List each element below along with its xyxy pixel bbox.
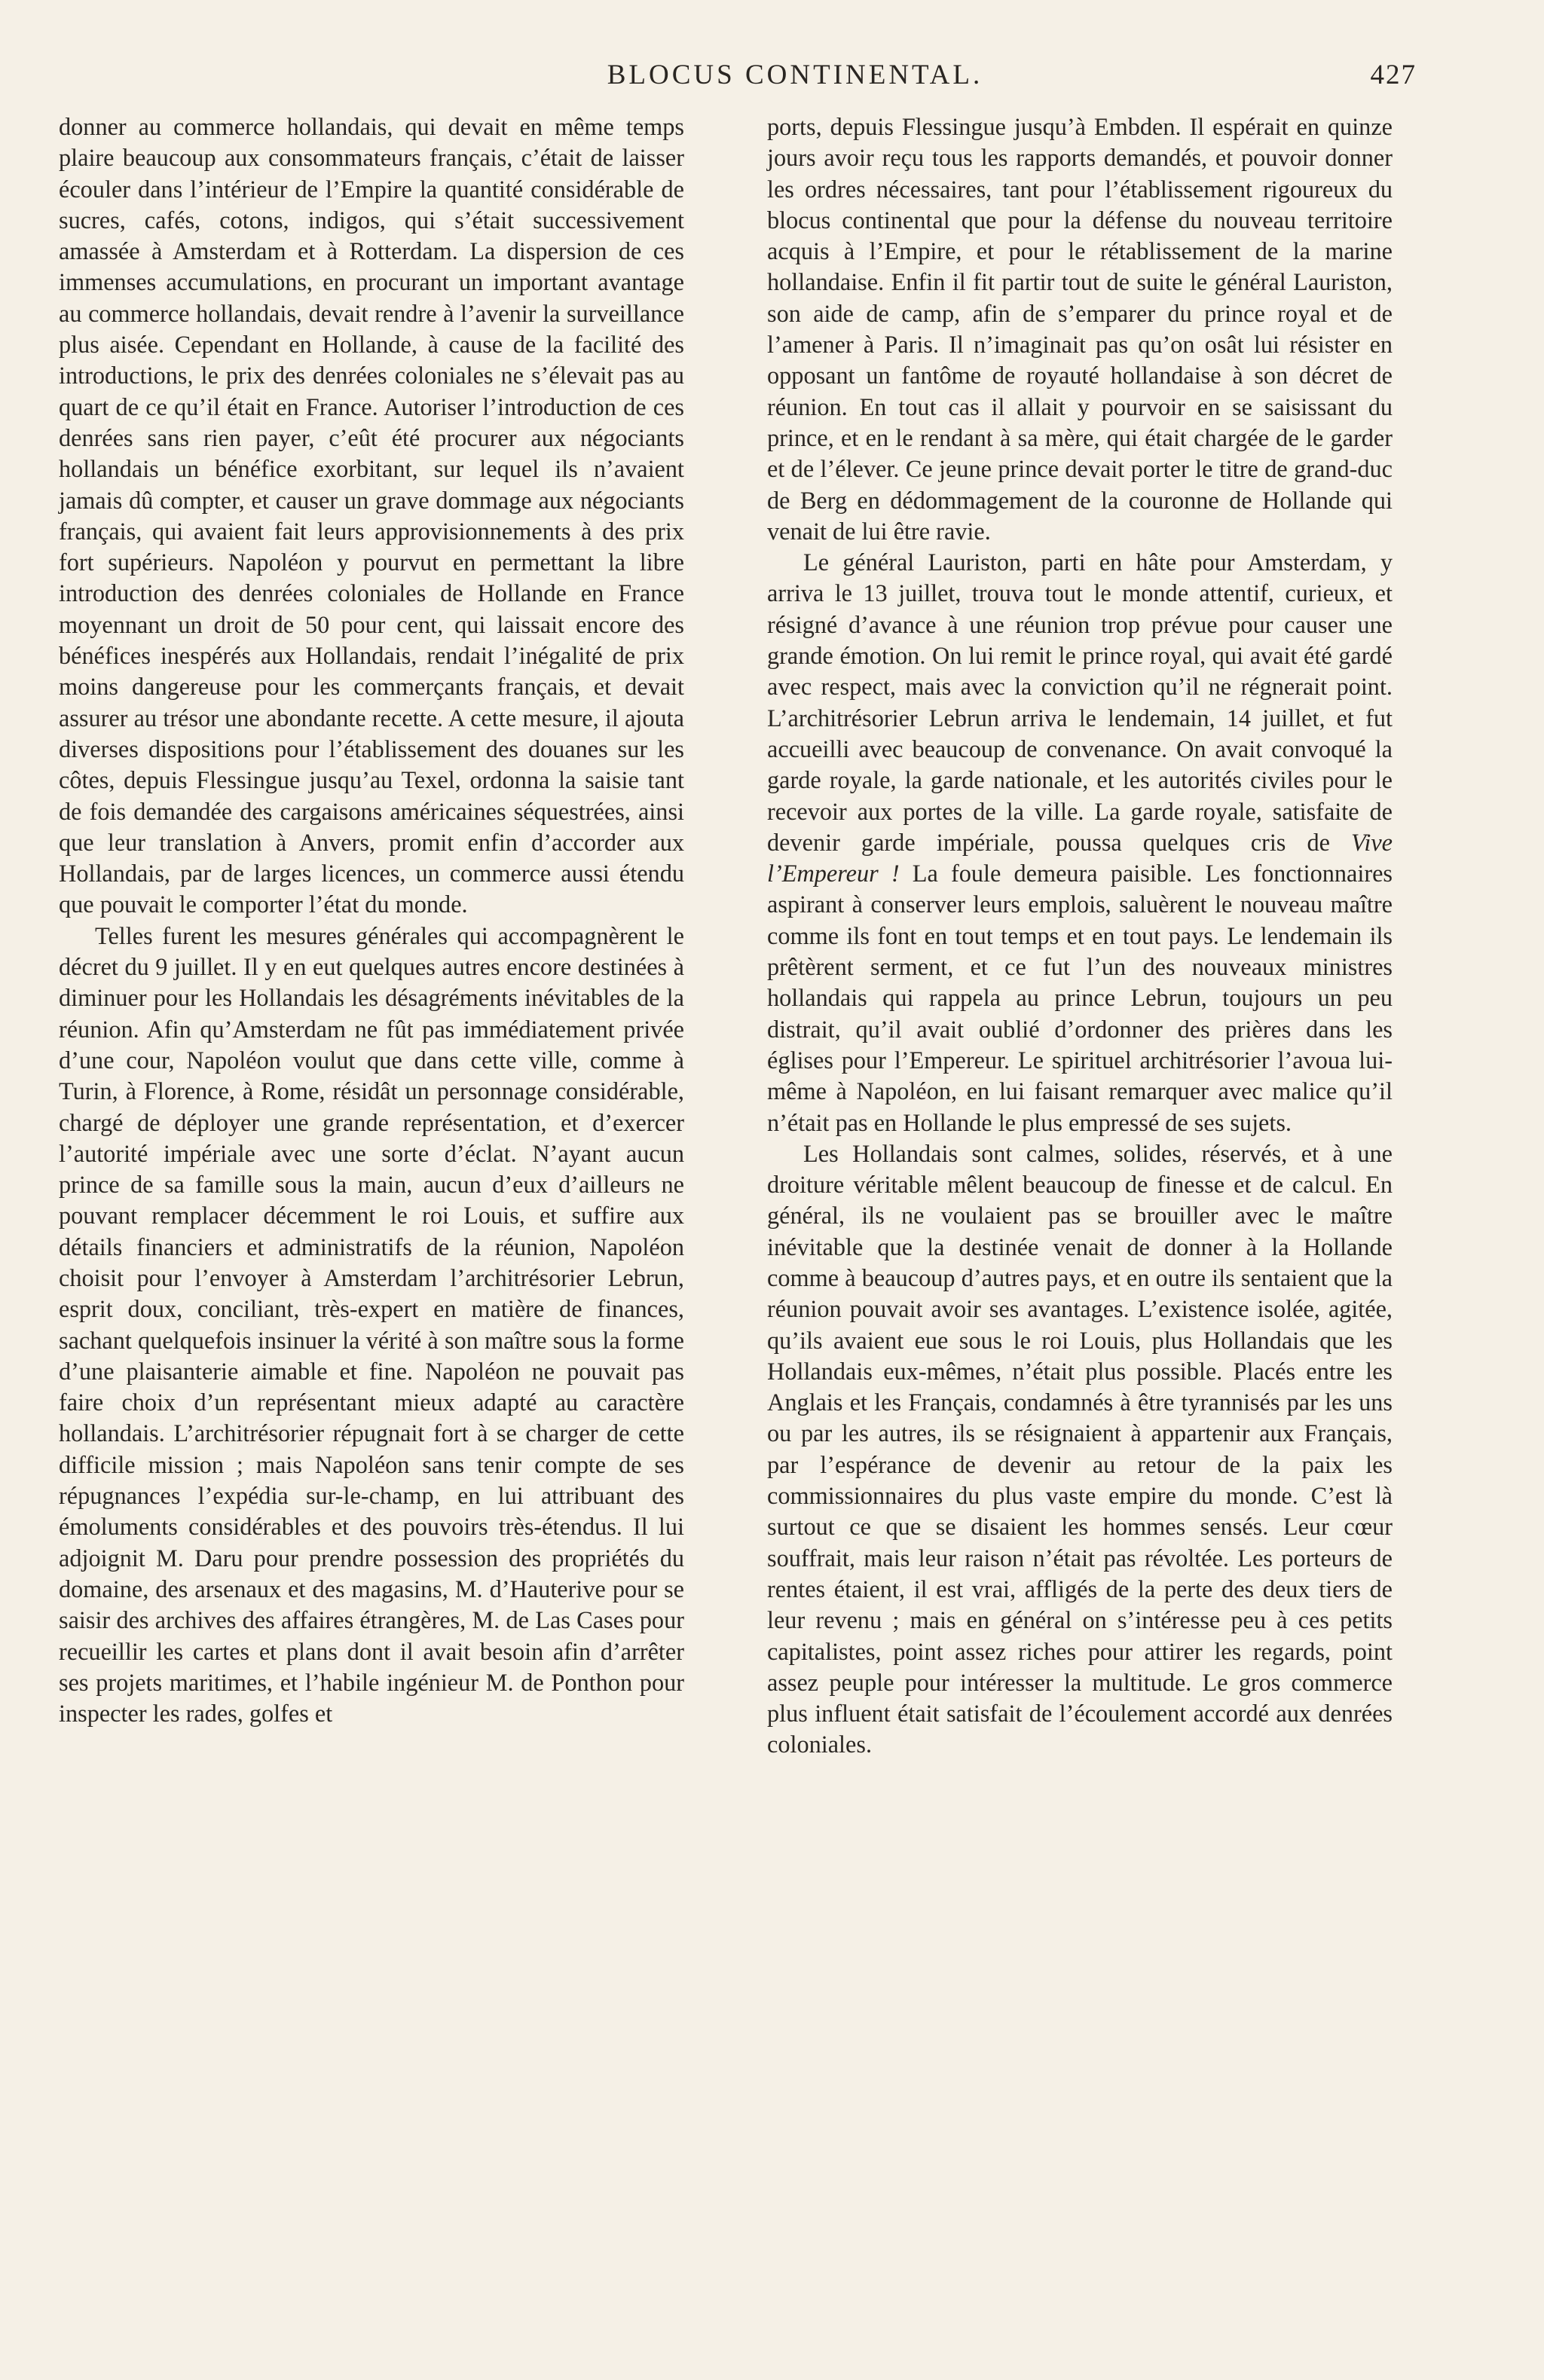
right-paragraph-2-exclamation: Vive l’Empereur ! — [767, 828, 1393, 888]
left-paragraph-1: donner au commerce hollandais, qui devait en même temps plaire beaucoup aux consommateurs français, c’était de laisser écouler dans l’intérieur de l’Empire la quantité considérable de sucres, cafés, cotons, indigos, qui s’était successivement amassée à Amsterdam et à Rotterdam. La dispersion de ces immenses accumulations, en procurant un important avantage au commerce hollandais, devait rendre à l’avenir la surveillance plus aisée. Cependant en Hollande, à cause de la facilité des introductions, le prix des denrées coloniales ne s’élevait pas au quart de ce qu’il était en France. Autoriser l’introduction de ces denrées sans rien payer, c’eût été procurer aux négociants hollandais un bénéfice exorbitant, sur lequel ils n’avaient jamais dû compter, et causer un grave dommage aux négociants français, qui avaient fait leurs approvisionnements à des prix fort supérieurs. Napoléon y pourvut en permettant la libre introduction des denrées coloniales de Hollande en France moyennant un droit de 50 pour cent, qui laissait encore des bénéfices inespérés aux Hollandais, rendait l’inégalité de prix moins dangereuse pour les commerçants français, et devait assurer au trésor une abondante recette. A cette mesure, il ajouta diverses dispositions pour l’établissement des douanes sur les côtes, depuis Flessingue jusqu’au Texel, ordonna la saisie tant de fois demandée des cargaisons américaines séquestrées, ainsi que leur translation à Anvers, promit enfin d’accorder aux Hollandais, par de larges licences, un commerce aussi étendu que pouvait le comporter l’état du monde. — [59, 113, 684, 918]
right-paragraph-3: Les Hollandais sont calmes, solides, réservés, et à une droiture véritable mêlent beaucoup de finesse et de calcul. En général, ils ne voulaient pas se brouiller avec le maître inévitable que la destinée venait de donner à la Hollande comme à beaucoup d’autres pays, et en outre ils sentaient que la réunion pouvait avoir ses avantages. L’existence isolée, agitée, qu’ils avaient eue sous le roi Louis, plus Hollandais que les Hollandais eux-mêmes, n’était plus possible. Placés entre les Anglais et les Français, condamnés à être tyrannisés par les uns ou par les autres, ils se résignaient à appartenir aux Français, par l’espérance de devenir au retour de la paix les commissionnaires du plus vaste empire du monde. C’est là surtout ce que se disaient les hommes sensés. Leur cœur souffrait, mais leur raison n’était pas révoltée. Les porteurs de rentes étaient, il est vrai, affligés de la perte des deux tiers de leur revenu ; mais en général on s’intéresse peu à ces petits capitalistes, point assez riches pour attirer les regards, point assez peuple pour intéresser la multitude. Le gros commerce plus influent était satisfait de l’écoulement accordé aux denrées coloniales. — [767, 1139, 1393, 1758]
right-column — [767, 112, 1393, 1761]
page-header — [136, 59, 1417, 104]
right-paragraph-2-end: La foule demeura paisible. Les fonctionnaires aspirant à conserver leurs emplois, saluèrent le nouveau maître comme ils font en tout temps et en tout pays. Le lendemain ils prêtèrent serment, et ce fut l’un des nouveaux ministres hollandais qui rappela au prince Lebrun, toujours un peu distrait, qu’il avait oublié d’ordonner des prières dans les églises pour l’Empereur. Le spirituel architrésorier l’avoua lui-même à Napoléon, en lui faisant remarquer avec malice qu’il n’était pas en Hollande le plus empressé de ses sujets. — [767, 860, 1393, 1136]
right-paragraph-2 — [767, 547, 1393, 1138]
page-number: 427 — [1370, 60, 1417, 90]
right-paragraph-1: ports, depuis Flessingue jusqu’à Embden. Il espérait en quinze jours avoir reçu tous les rapports demandés, et pouvoir donner les ordres nécessaires, tant pour l’établissement rigoureux du blocus continental que pour la défense du nouveau territoire acquis à l’Empire, et pour le rétablissement de la marine hollandaise. Enfin il fit partir tout de suite le général Lauriston, son aide de camp, afin de s’emparer du prince royal et de l’amener à Paris. Il n’imaginait pas qu’on osât lui résister en opposant un fantôme de royauté hollandaise à son décret de réunion. En tout cas il allait y pourvoir en se saisissant du prince, et en le rendant à sa mère, qui était chargée de le garder et de l’élever. Ce jeune prince devait porter le titre de grand-duc de Berg en dédommagement de la couronne de Hollande qui venait de lui être ravie. — [767, 113, 1393, 545]
running-title: BLOCUS CONTINENTAL. — [607, 60, 983, 90]
left-column — [59, 112, 684, 1729]
left-paragraph-2: Telles furent les mesures générales qui accompagnèrent le décret du 9 juillet. Il y en eut quelques autres encore destinées à diminuer pour les Hollandais les désagréments inévitables de la réunion. Afin qu’Amsterdam ne fût pas immédiatement privée d’une cour, Napoléon voulut que dans cette ville, comme à Turin, à Florence, à Rome, résidât un personnage considérable, chargé de déployer une grande représentation, et d’exercer l’autorité impériale avec une sorte d’éclat. N’ayant aucun prince de sa famille sous la main, aucun d’eux d’ailleurs ne pouvant remplacer décemment le roi Louis, et suffire aux détails financiers et administratifs de la réunion, Napoléon choisit pour l’envoyer à Amsterdam l’architrésorier Lebrun, esprit doux, conciliant, très-expert en matière de finances, sachant quelquefois insinuer la vérité à son maître sous la forme d’une plaisanterie aimable et fine. Napoléon ne pouvait pas faire choix d’un représentant mieux adapté au caractère hollandais. L’architrésorier répugnait fort à se charger de cette difficile mission ; mais Napoléon sans tenir compte de ses répugnances l’expédia sur-le-champ, en lui attribuant des émoluments considérables et des pouvoirs très-étendus. Il lui adjoignit M. Daru pour prendre possession des propriétés du domaine, des arsenaux et des magasins, M. d’Hauterive pour se saisir des archives des affaires étrangères, M. de Las Cases pour recueillir les cartes et plans dont il avait besoin afin d’arrêter ses projets maritimes, et l’habile ingénieur M. de Ponthon pour inspecter les rades, golfes et — [59, 921, 684, 1728]
right-paragraph-2-start: Le général Lauriston, parti en hâte pour Amsterdam, y arriva le 13 juillet, trouva tout le monde attentif, curieux, et résigné d’avance à une réunion trop prévue pour causer une grande émotion. On lui remit le prince royal, qui avait été gardé avec respect, mais avec la conviction qu’il ne régnerait point. L’architrésorier Lebrun arriva le lendemain, 14 juillet, et fut accueilli avec beaucoup de convenance. On avait convoqué la garde royale, la garde nationale, et les autorités civiles pour le recevoir aux portes de la ville. La garde royale, satisfaite de devenir garde impériale, poussa quelques cris de — [767, 548, 1393, 856]
